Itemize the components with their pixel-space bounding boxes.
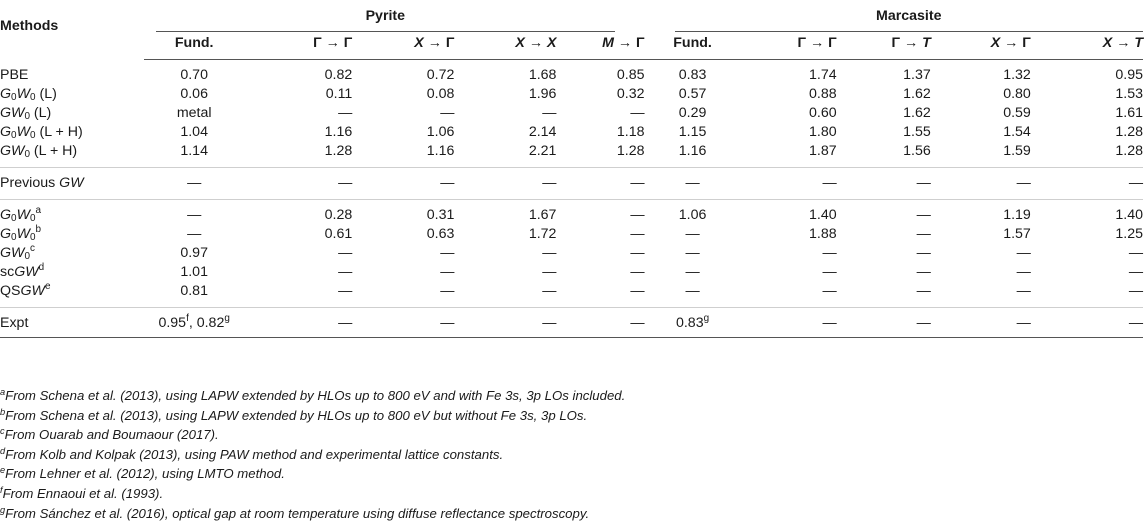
table-cell: —	[630, 105, 645, 121]
table-row-expt	[0, 308, 1143, 338]
table-cell: 1.57	[1003, 226, 1031, 242]
table-cell: —	[685, 245, 700, 261]
table-cell: —	[144, 168, 244, 200]
footnote: $^b$From Schena et al. (2013), using LAPW extended by HLOs up to 800 eV but without Fe 3s, 3p LOs.	[0, 406, 588, 423]
table-cell: 1.06	[645, 200, 741, 226]
table-row	[0, 282, 1143, 308]
table-cell: —	[630, 245, 645, 261]
table-cell: —	[1016, 245, 1031, 261]
marcasite-xg-header: X → Γ	[931, 34, 1031, 60]
table-cell: 1.28	[1115, 124, 1143, 140]
table-cell: 1.96	[528, 86, 557, 102]
table-cell: —	[741, 168, 837, 200]
table-cell: 1.16	[324, 124, 353, 140]
table-cell: —	[1128, 264, 1143, 280]
method-label: Expt	[0, 308, 144, 338]
table-cell: —	[440, 264, 455, 280]
footnote: $^c$From Ouarab and Boumaour (2017).	[0, 426, 219, 443]
table-cell: 0.59	[1003, 105, 1031, 121]
table-cell: 1.04	[180, 124, 208, 140]
table-cell: 0.08	[426, 86, 455, 102]
table-row	[0, 200, 1143, 226]
table-cell: —	[542, 105, 557, 121]
table-cell: —	[338, 245, 353, 261]
table-cell: 1.15	[678, 124, 707, 140]
table-cell: —	[916, 226, 931, 242]
table-row	[0, 168, 1143, 200]
table-cell: —	[1031, 308, 1143, 338]
table-cell: —	[454, 308, 556, 338]
table-cell: —	[338, 283, 353, 299]
table-cell: 1.59	[1003, 143, 1031, 159]
pyrite-xx-header: X → X	[454, 34, 556, 60]
table-cell: —	[916, 264, 931, 280]
table-cell: 1.28	[616, 143, 645, 159]
table-row	[0, 142, 1143, 168]
pyrite-header: Pyrite	[144, 4, 644, 34]
table-cell: 0.32	[616, 86, 645, 102]
table-cell: 0.95	[1115, 67, 1143, 83]
table-cell: 1.54	[1003, 124, 1031, 140]
pyrite-fund-header: Fund.	[144, 34, 244, 60]
table-cell: 0.31	[352, 200, 454, 226]
table-cell: 0.81	[180, 283, 208, 299]
method-label: $G_0W_0$ (L)	[0, 86, 57, 103]
table-cell: —	[244, 168, 352, 200]
table-cell: 0.29	[678, 105, 707, 121]
table-cell: —	[244, 308, 352, 338]
table-row	[0, 60, 1143, 86]
table-cell: —	[542, 264, 557, 280]
table-cell: 0.97	[180, 245, 208, 261]
table-cell: —	[837, 168, 931, 200]
pyrite-gg-header: Γ → Γ	[244, 34, 352, 60]
table-cell: 1.53	[1115, 86, 1143, 102]
table-cell: 1.62	[903, 105, 931, 121]
table-cell: 1.68	[528, 67, 557, 83]
band-gap-table	[0, 4, 1143, 338]
method-label: $G_0W_0^b$	[0, 224, 42, 243]
table-cell: —	[1016, 283, 1031, 299]
footnote: $^e$From Lehner et al. (2012), using LMTO method.	[0, 465, 285, 482]
table-cell: —	[352, 308, 454, 338]
method-label: PBE	[0, 66, 29, 83]
method-label: $G_0W_0^a$	[0, 200, 144, 226]
method-label: $GW_0^c$	[0, 243, 35, 262]
table-cell: 1.06	[426, 124, 455, 140]
table-cell: 0.80	[1003, 86, 1031, 102]
table-cell: 1.56	[903, 143, 931, 159]
table-cell: 1.88	[809, 226, 837, 242]
method-label: $G_0W_0$ (L + H)	[0, 124, 83, 141]
marcasite-gg-header: Γ → Γ	[741, 34, 837, 60]
expt-marcasite-fund: 0.83$^g$	[645, 308, 741, 338]
table-row	[0, 244, 1143, 263]
table-cell: 1.25	[1115, 226, 1143, 242]
marcasite-header: Marcasite	[645, 4, 1143, 34]
table-cell: 1.74	[809, 67, 837, 83]
table-cell: —	[352, 168, 454, 200]
table-cell: 0.57	[678, 86, 707, 102]
table-cell: 1.37	[903, 67, 931, 83]
table-cell: 0.61	[324, 226, 353, 242]
table-cell: 1.55	[903, 124, 931, 140]
footnotes	[0, 386, 625, 523]
footnote: $^a$From Schena et al. (2013), using LAPW extended by HLOs up to 800 eV and with Fe 3s, 3p LOs included.	[0, 387, 626, 403]
marcasite-xt-header: X → T	[1031, 34, 1143, 60]
table-cell: 1.61	[1115, 105, 1143, 121]
table-cell: —	[556, 168, 644, 200]
table-cell: —	[440, 283, 455, 299]
footnote: $^g$From Sánchez et al. (2016), optical gap at room temperature using diffuse reflectance spectroscopy.	[0, 504, 590, 521]
table-cell: —	[556, 308, 644, 338]
table-cell: 0.72	[426, 67, 455, 83]
table-cell: 1.40	[1031, 200, 1143, 226]
table-cell: —	[440, 105, 455, 121]
table-cell: —	[931, 168, 1031, 200]
table-cell: —	[144, 200, 244, 226]
table-cell: —	[916, 283, 931, 299]
marcasite-gt-header: Γ → T	[837, 34, 931, 60]
pyrite-xg-header: X → Γ	[352, 34, 454, 60]
table-cell: 1.80	[809, 124, 837, 140]
table-cell: 1.19	[931, 200, 1031, 226]
method-label: Previous GW	[0, 168, 144, 200]
expt-pyrite-fund: 0.95$^f$, 0.82$^g$	[144, 308, 244, 338]
method-label: $GW_0$ (L + H)	[0, 143, 78, 160]
table-cell: 1.14	[180, 143, 208, 159]
table-cell: 1.62	[903, 86, 931, 102]
method-label: scGW$^d$	[0, 262, 45, 280]
table-cell: —	[822, 245, 837, 261]
table-cell: —	[685, 283, 700, 299]
table-cell: 1.40	[741, 200, 837, 226]
table-row	[0, 104, 1143, 123]
table-cell: 1.18	[616, 124, 645, 140]
table-cell: —	[931, 308, 1031, 338]
table-cell: —	[542, 283, 557, 299]
table-cell: 0.11	[325, 86, 353, 102]
table-cell: 0.85	[616, 67, 645, 83]
table-cell: —	[338, 264, 353, 280]
table-cell: —	[630, 283, 645, 299]
table-cell: —	[454, 168, 556, 200]
table-cell: 1.16	[678, 143, 707, 159]
table-cell: —	[685, 264, 700, 280]
table-cell: —	[837, 200, 931, 226]
table-cell: —	[556, 200, 644, 226]
methods-header: Methods	[0, 18, 59, 34]
table-row	[0, 225, 1143, 244]
table-cell: 0.60	[809, 105, 837, 121]
table-cell: 1.28	[1115, 143, 1143, 159]
table-cell: —	[916, 245, 931, 261]
table-cell: —	[822, 264, 837, 280]
table-cell: —	[338, 105, 353, 121]
table-cell: 1.28	[324, 143, 353, 159]
table-cell: 0.28	[244, 200, 352, 226]
table-row	[0, 123, 1143, 142]
table-cell: 1.32	[1003, 67, 1031, 83]
table-cell: —	[822, 283, 837, 299]
table-cell: —	[1031, 168, 1143, 200]
method-label: QSGW$^e$	[0, 281, 51, 299]
table-cell: 0.88	[809, 86, 837, 102]
table-cell: —	[187, 226, 202, 242]
table-row	[0, 85, 1143, 104]
table-cell: —	[630, 264, 645, 280]
method-label: $GW_0$ (L)	[0, 105, 52, 122]
pyrite-mg-header: M → Γ	[556, 34, 644, 60]
marcasite-fund-header: Fund.	[645, 34, 741, 60]
table-cell: 0.83	[678, 67, 707, 83]
table-cell: —	[645, 168, 741, 200]
table-cell: 0.06	[180, 86, 208, 102]
table-cell: —	[1128, 283, 1143, 299]
table-cell: 1.16	[426, 143, 455, 159]
table-row	[0, 263, 1143, 282]
table-cell: —	[440, 245, 455, 261]
table-cell: 1.72	[528, 226, 557, 242]
table-cell: 1.67	[454, 200, 556, 226]
table-cell: —	[741, 308, 837, 338]
table-cell: 0.82	[324, 67, 353, 83]
table-cell: —	[542, 245, 557, 261]
table-cell: —	[1128, 245, 1143, 261]
table-cell: 1.87	[809, 143, 837, 159]
table-cell: —	[685, 226, 700, 242]
table-cell: 0.63	[426, 226, 455, 242]
footnote: $^f$From Ennaoui et al. (1993).	[0, 484, 164, 501]
table-cell: 2.21	[528, 143, 557, 159]
table-cell: metal	[176, 105, 212, 121]
table-cell: —	[837, 308, 931, 338]
table-cell: 1.01	[180, 264, 208, 280]
footnote: $^d$From Kolb and Kolpak (2013), using PAW method and experimental lattice constants.	[0, 445, 504, 462]
table-cell: 2.14	[528, 124, 557, 140]
table-cell: 0.70	[180, 67, 208, 83]
table-cell: —	[630, 226, 645, 242]
table-cell: —	[1016, 264, 1031, 280]
